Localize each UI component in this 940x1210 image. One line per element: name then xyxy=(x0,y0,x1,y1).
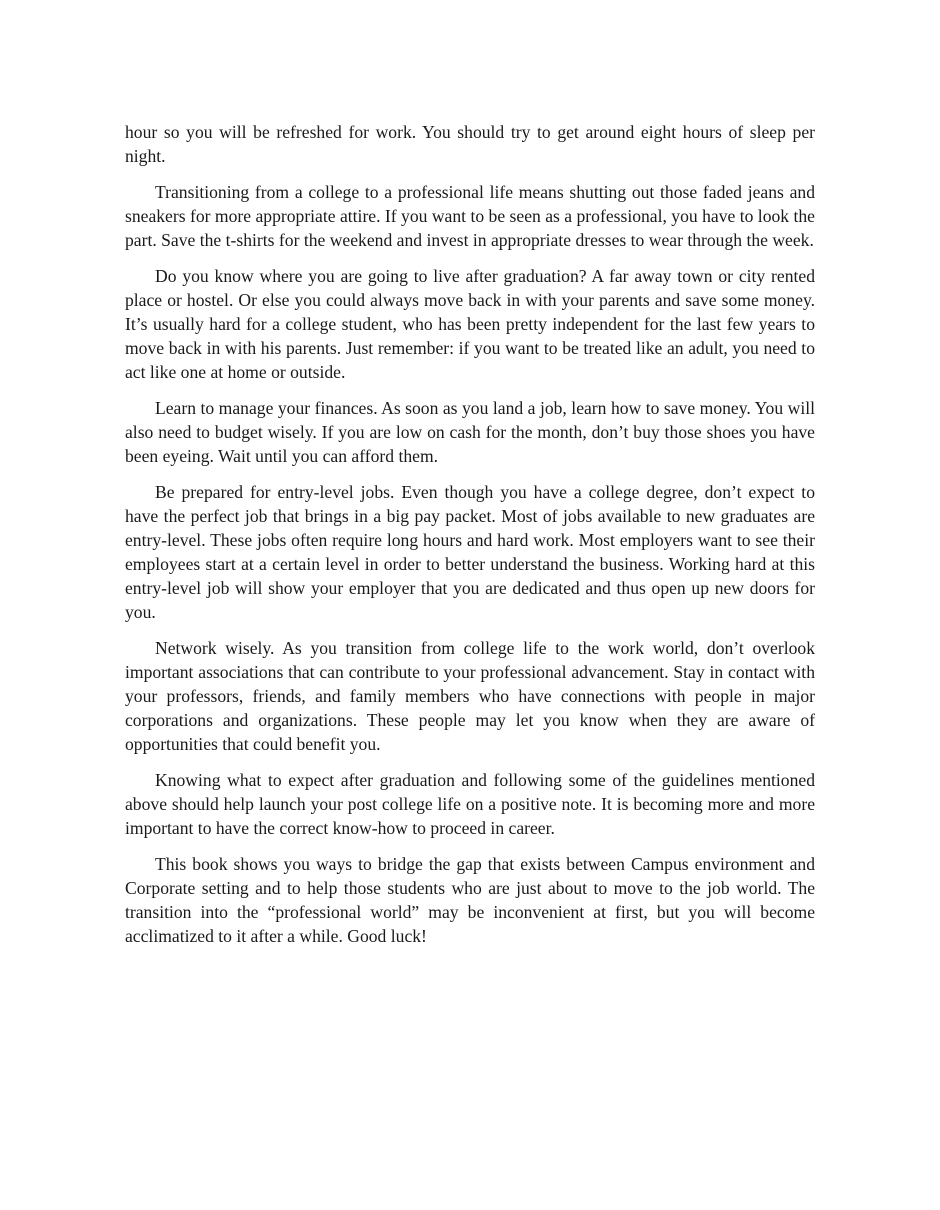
paragraph-network: Network wisely. As you transition from college life to the work world, don’t overlook important associations that can contribute to your professional advancement. Stay in contact with your professors, friends, and family members who have connections with people in major corporations and organizations. These people may let you know when they are aware of opportunities that could benefit you. xyxy=(125,638,815,754)
paragraph-book-purpose: This book shows you ways to bridge the gap that exists between Campus environment and Corporate setting and to help those students who are just about to move to the job world. The transition into the “professional world” may be inconvenient at first, but you will become acclimatized to it after a while. Good luck! xyxy=(125,854,815,946)
document-page xyxy=(125,120,815,960)
paragraph-attire: Transitioning from a college to a professional life means shutting out those faded jeans and sneakers for more appropriate attire. If you want to be seen as a professional, you have to look the part. Save the t-shirts for the weekend and invest in appropriate dresses to wear through the week. xyxy=(125,182,815,250)
paragraph-living: Do you know where you are going to live after graduation? A far away town or city rented place or hostel. Or else you could always move back in with your parents and save some money. It’s usually hard for a college student, who has been pretty independent for the last few years to move back in with his parents. Just remember: if you want to be treated like an adult, you need to act like one at home or outside. xyxy=(125,266,815,382)
paragraph-entry-level-jobs: Be prepared for entry-level jobs. Even though you have a college degree, don’t expect to have the perfect job that brings in a big pay packet. Most of jobs available to new graduates are entry-level. These jobs often require long hours and hard work. Most employers want to see their employees start at a certain level in order to better understand the business. Working hard at this entry-level job will show your employer that you are dedicated and thus open up new doors for you. xyxy=(125,482,815,622)
paragraph-sleep-continuation: hour so you will be refreshed for work. You should try to get around eight hours of sleep per night. xyxy=(125,122,815,166)
paragraph-finances: Learn to manage your finances. As soon as you land a job, learn how to save money. You will also need to budget wisely. If you are low on cash for the month, don’t buy those shoes you have been eyeing. Wait until you can afford them. xyxy=(125,398,815,466)
paragraph-expectations: Knowing what to expect after graduation and following some of the guidelines mentioned above should help launch your post college life on a positive note. It is becoming more and more important to have the correct know-how to proceed in career. xyxy=(125,770,815,838)
